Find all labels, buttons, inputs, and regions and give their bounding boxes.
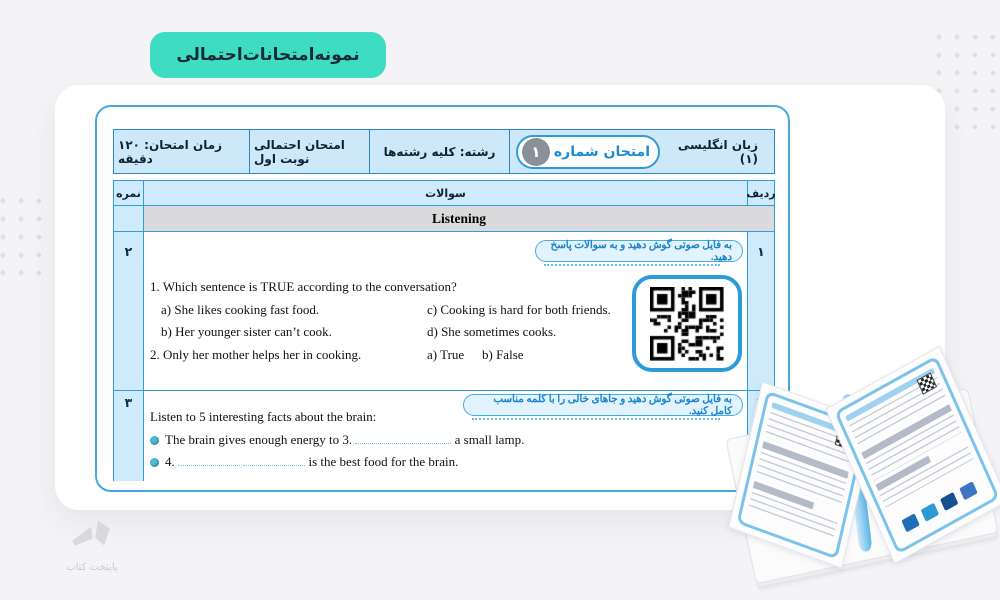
fill-blank-item xyxy=(150,432,524,448)
option-true: a) True xyxy=(427,347,465,362)
fill-blank-item xyxy=(150,454,458,470)
question-text: 1. Which sentence is TRUE according to the conversation? xyxy=(150,279,457,294)
question-intro: Listen to 5 interesting facts about the brain: xyxy=(150,409,377,424)
exam-paper xyxy=(95,105,790,492)
exam-subject-label: زبان انگلیسی (۱) xyxy=(677,137,758,166)
answer-blank xyxy=(178,455,240,466)
exam-number-logo xyxy=(516,135,660,169)
qr-code xyxy=(632,275,742,372)
audio-instruction-badge: به فایل صوتی گوش دهید و جاهای خالی را با کلمه مناسب کامل کنید. xyxy=(463,394,743,416)
answer-blank xyxy=(355,433,451,444)
book-mockup xyxy=(736,370,1000,582)
item-text: 4. xyxy=(165,454,175,469)
question-block-1 xyxy=(144,232,747,391)
score-cell-empty xyxy=(114,206,144,232)
question-line-2 xyxy=(144,347,619,363)
options-line-1 xyxy=(144,302,619,318)
column-header-questions: سوالات xyxy=(144,181,747,206)
exam-subject-cell xyxy=(509,129,775,174)
exam-number-title: امتحان شماره xyxy=(553,143,651,160)
exam-duration-cell: زمان امتحان: ۱۲۰ دقیقه xyxy=(113,129,249,174)
brand-name: پایتخت کتاب xyxy=(66,562,118,573)
exam-term-cell: امتحان احتمالی نوبت اول xyxy=(249,129,369,174)
exam-number-circle: ۱ xyxy=(522,138,550,166)
exam-field-cell: رشته: کلیه رشته‌ها xyxy=(369,129,509,174)
row-number-cell: ۱ xyxy=(747,232,774,391)
option-a: a) She likes cooking fast food. xyxy=(161,302,320,317)
brand-mark-icon xyxy=(42,516,142,558)
option-false: b) False xyxy=(482,347,524,362)
option-b: b) Her younger sister can’t cook. xyxy=(161,324,332,339)
brand-logo xyxy=(42,516,142,588)
option-d: d) She sometimes cooks. xyxy=(427,324,557,339)
item-text: a small lamp. xyxy=(454,432,525,447)
option-c: c) Cooking is hard for both friends. xyxy=(427,302,611,317)
bullet-icon xyxy=(150,436,159,445)
column-header-row: ردیف xyxy=(747,181,774,206)
exam-table xyxy=(113,180,775,481)
item-text: is the best food for the brain. xyxy=(308,454,459,469)
score-cell: ۲ xyxy=(114,232,144,391)
question-text: 2. Only her mother helps her in cooking. xyxy=(150,347,362,362)
section-title-listening: Listening xyxy=(144,206,774,232)
column-header-score: نمره xyxy=(114,181,144,206)
score-cell: ۳ xyxy=(114,391,144,481)
item-text: The brain gives enough energy to 3. xyxy=(165,432,353,447)
page-title-badge: نمونه‌امتحانات‌احتمالی xyxy=(150,32,386,78)
bullet-icon xyxy=(150,458,159,467)
audio-instruction-badge: به فایل صوتی گوش دهید و به سوالات پاسخ دهید. xyxy=(535,240,743,262)
answer-blank xyxy=(243,455,305,466)
dot-grid-left xyxy=(0,192,52,276)
exam-header-row xyxy=(113,129,775,174)
options-line-2 xyxy=(144,324,619,340)
question-block-2 xyxy=(144,391,747,481)
